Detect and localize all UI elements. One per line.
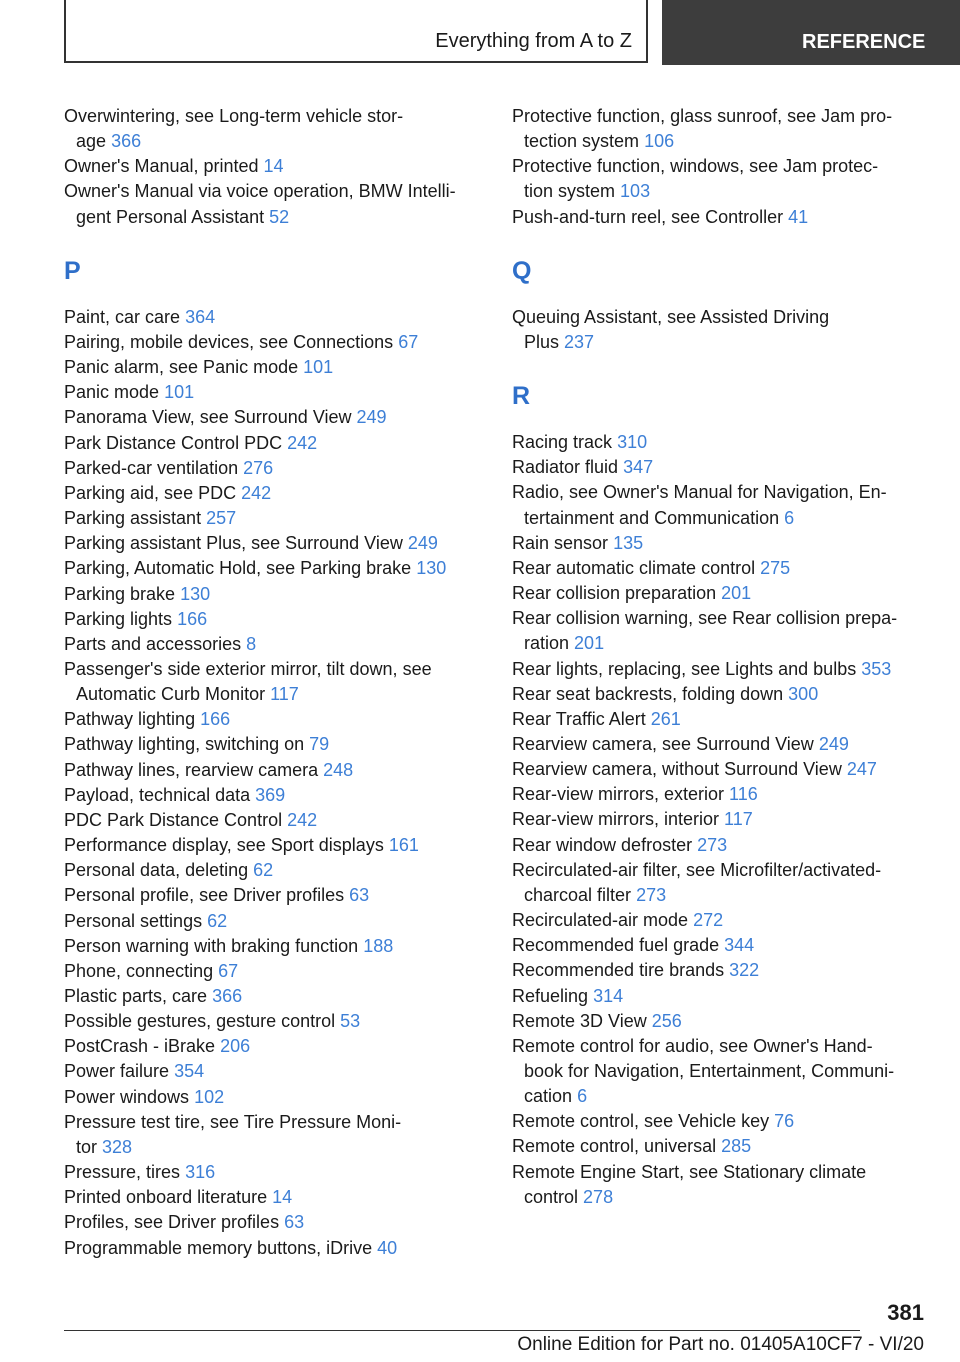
page-reference-link[interactable]: 117 (270, 684, 299, 705)
index-entry (64, 1034, 484, 1059)
page-reference-link[interactable]: 79 (309, 734, 330, 755)
page-reference-link[interactable]: 275 (760, 557, 791, 578)
page-reference-link[interactable]: 285 (721, 1136, 752, 1157)
page-reference-link[interactable]: 130 (416, 558, 447, 579)
index-entry (512, 606, 932, 656)
index-entry-text: Radio, see Owner's Manual for Navigation, En- (512, 482, 887, 503)
index-entry (512, 1160, 932, 1210)
index-entry (512, 908, 932, 933)
index-entry-text: Paint, car care (64, 306, 181, 327)
index-entry-text: Remote control, universal (512, 1136, 717, 1157)
page-reference-link[interactable]: 354 (174, 1061, 205, 1082)
index-entry (64, 355, 484, 380)
index-entry (64, 1009, 484, 1034)
page-reference-link[interactable]: 135 (613, 532, 644, 553)
index-entry-text: Rear collision warning, see Rear collision prepa- (512, 608, 898, 629)
index-entry-text: Parking assistant (64, 508, 202, 529)
index-entry-text: Person warning with braking function (64, 935, 359, 956)
page-reference-link[interactable]: 276 (243, 457, 274, 478)
page-reference-link[interactable]: 53 (340, 1011, 361, 1032)
index-entry-text: Power failure (64, 1061, 170, 1082)
index-entry (64, 179, 484, 229)
index-entry-text: Plus (524, 331, 560, 352)
index-entry-text: Pressure, tires (64, 1162, 181, 1183)
index-entry (512, 1134, 932, 1159)
index-entry (512, 581, 932, 606)
index-entry (64, 1085, 484, 1110)
page-reference-link[interactable]: 369 (255, 784, 286, 805)
index-entry-text: Plastic parts, care (64, 986, 208, 1006)
index-entry-text: Power windows (64, 1086, 190, 1107)
page-reference-link[interactable]: 322 (729, 960, 760, 981)
index-entry (64, 506, 484, 531)
page-reference-link[interactable]: 201 (721, 583, 752, 604)
index-entry-text: Rear-view mirrors, interior (512, 809, 720, 830)
index-entry-text: Owner's Manual via voice operation, BMW Intelli- (64, 181, 456, 202)
page-reference-link[interactable]: 310 (617, 432, 648, 453)
index-entry-text: Panic mode (64, 382, 160, 403)
index-entry-text: Pathway lighting (64, 709, 196, 730)
index-entry (64, 1210, 484, 1235)
page-reference-link[interactable]: 247 (846, 759, 877, 780)
index-entry (512, 480, 932, 530)
index-entry-text: Parking, Automatic Hold, see Parking brake (64, 558, 412, 579)
index-entry-text: Push-and-turn reel, see Controller (512, 206, 784, 227)
page-reference-link[interactable]: 242 (287, 432, 318, 453)
index-entry-text: Rear seat backrests, folding down (512, 683, 784, 704)
index-entry (64, 380, 484, 405)
index-column-right (512, 104, 932, 1210)
index-entry-text: Refueling (512, 985, 589, 1006)
page-reference-link[interactable]: 102 (194, 1086, 225, 1107)
index-entry-text: Rear automatic climate control (512, 557, 756, 578)
index-entry-text: Protective function, glass sunroof, see Jam pro- (512, 106, 893, 126)
page-reference-link[interactable]: 116 (729, 784, 758, 805)
index-entry (512, 430, 932, 455)
index-entry-text: gent Personal Assistant (76, 206, 265, 227)
index-entry (512, 858, 932, 908)
index-entry (512, 707, 932, 732)
index-entry-text: tertainment and Communication (524, 507, 780, 528)
index-entry-text: Protective function, windows, see Jam protec- (512, 156, 879, 177)
index-entry (512, 531, 932, 556)
index-entry (512, 1109, 932, 1134)
index-entry-text: Personal profile, see Driver profiles (64, 885, 345, 906)
index-entry-text: Programmable memory buttons, iDrive (64, 1237, 373, 1258)
index-entry (64, 405, 484, 430)
page-reference-link[interactable]: 67 (218, 960, 239, 981)
page-reference-link[interactable]: 62 (253, 860, 274, 881)
index-entry (64, 1236, 484, 1261)
page-reference-link[interactable]: 278 (583, 1186, 614, 1207)
page-reference-link[interactable]: 273 (697, 834, 728, 855)
index-entry (512, 833, 932, 858)
page-reference-link[interactable]: 344 (724, 935, 755, 956)
index-entry (512, 455, 932, 480)
page-reference-link[interactable]: 366 (212, 986, 243, 1006)
index-entry-text: Parking brake (64, 583, 176, 604)
index-entry-text: control (524, 1186, 579, 1207)
index-entry (64, 431, 484, 456)
footer-edition: Online Edition for Part no. 01405A10CF7 - VI/20 (517, 1334, 924, 1355)
page-reference-link[interactable]: 249 (818, 733, 849, 754)
index-entry-text: Profiles, see Driver profiles (64, 1212, 280, 1233)
page-reference-link[interactable]: 366 (111, 131, 142, 152)
index-entry (64, 783, 484, 808)
index-entry-text: Rain sensor (512, 532, 609, 553)
index-entry (512, 782, 932, 807)
index-entry-text: Radiator fluid (512, 457, 619, 478)
page-reference-link[interactable]: 63 (284, 1212, 305, 1233)
index-entry (64, 657, 484, 707)
index-entry-text: Panic alarm, see Panic mode (64, 357, 299, 378)
index-entry-text: Rear-view mirrors, exterior (512, 784, 725, 805)
index-entry (64, 531, 484, 556)
index-entry (64, 758, 484, 783)
page-reference-link[interactable]: 201 (574, 633, 605, 654)
index-entry-text: Recirculated-air mode (512, 910, 689, 931)
index-entry-text: Possible gestures, gesture control (64, 1011, 336, 1032)
index-entry (64, 858, 484, 883)
index-entry-text: Remote 3D View (512, 1010, 647, 1031)
page-reference-link[interactable]: 101 (164, 382, 195, 403)
page-number: 381 (887, 1300, 924, 1325)
index-entry-text: book for Navigation, Entertainment, Communi- (524, 1061, 895, 1081)
index-entry (64, 984, 484, 1009)
index-entry-text: Pairing, mobile devices, see Connections (64, 331, 394, 352)
index-entry-text: Parts and accessories (64, 633, 242, 654)
header-section-label: REFERENCE (802, 31, 926, 53)
index-entry (512, 807, 932, 832)
index-entry (64, 305, 484, 330)
index-entry (64, 104, 484, 154)
page-reference-link[interactable]: 62 (207, 910, 228, 931)
page-reference-link[interactable]: 40 (377, 1237, 398, 1258)
page-reference-link[interactable]: 117 (724, 809, 753, 830)
index-letter-heading: R (512, 382, 531, 411)
page-reference-link[interactable]: 166 (200, 709, 231, 730)
index-entry-text: Park Distance Control PDC (64, 432, 283, 453)
index-entry (64, 909, 484, 934)
index-entry-text: tection system (524, 131, 640, 152)
page-reference-link[interactable]: 76 (774, 1111, 795, 1132)
index-entry-text: PDC Park Distance Control (64, 809, 283, 830)
index-letter-heading: P (64, 256, 81, 285)
page-reference-link[interactable]: 106 (644, 131, 675, 152)
index-entry (64, 833, 484, 858)
page-reference-link[interactable]: 14 (263, 156, 284, 177)
index-entry-text: Phone, connecting (64, 960, 214, 981)
index-entry-text: Parked-car ventilation (64, 457, 239, 478)
page-reference-link[interactable]: 242 (287, 809, 318, 830)
index-entry-text: Remote control for audio, see Owner's Hand- (512, 1035, 873, 1056)
index-entry-text: Queuing Assistant, see Assisted Driving (512, 306, 830, 327)
index-entry (64, 934, 484, 959)
index-entry (512, 732, 932, 757)
index-entry (64, 1110, 484, 1160)
index-entry (64, 556, 484, 581)
index-entry-text: Printed onboard literature (64, 1187, 268, 1208)
index-entry-text: Parking aid, see PDC (64, 482, 237, 503)
index-entry (512, 1034, 932, 1109)
index-entry-text: Remote control, see Vehicle key (512, 1111, 770, 1132)
page-reference-link[interactable]: 41 (788, 206, 809, 227)
index-entry (64, 732, 484, 757)
page-reference-link[interactable]: 257 (206, 508, 237, 529)
page-reference-link[interactable]: 273 (636, 884, 667, 905)
index-entry-text: ration (524, 633, 570, 654)
footer-divider (64, 1330, 860, 1331)
index-entry (64, 582, 484, 607)
page-reference-link[interactable]: 6 (784, 507, 795, 528)
page-reference-link[interactable]: 8 (246, 633, 257, 654)
index-entry-text: Parking assistant Plus, see Surround View (64, 533, 403, 554)
index-entry (64, 481, 484, 506)
index-entry-text: cation (524, 1086, 573, 1107)
page-reference-link[interactable]: 248 (323, 759, 354, 780)
index-entry-text: tion system (524, 181, 616, 202)
page-reference-link[interactable]: 188 (363, 935, 394, 956)
index-entry-text: Recommended fuel grade (512, 935, 720, 956)
page-reference-link[interactable]: 237 (564, 331, 595, 352)
index-entry (64, 456, 484, 481)
page-reference-link[interactable]: 206 (220, 1036, 251, 1057)
index-entry-text: Pathway lighting, switching on (64, 734, 305, 755)
index-entry (64, 1185, 484, 1210)
page-reference-link[interactable]: 364 (185, 306, 216, 327)
index-entry (512, 958, 932, 983)
index-entry (64, 808, 484, 833)
index-entry-text: Owner's Manual, printed (64, 156, 259, 177)
header-title: Everything from A to Z (435, 30, 632, 52)
page-reference-link[interactable]: 249 (407, 533, 438, 554)
index-entry (512, 1009, 932, 1034)
index-entry-text: Recommended tire brands (512, 960, 725, 981)
page-reference-link[interactable]: 103 (620, 181, 651, 202)
index-entry (64, 607, 484, 632)
index-entry (64, 1059, 484, 1084)
index-entry-text: Rear window defroster (512, 834, 693, 855)
page-reference-link[interactable]: 242 (241, 482, 272, 503)
index-entry-text: Racing track (512, 432, 613, 453)
page-reference-link[interactable]: 166 (177, 608, 208, 629)
index-entry (512, 305, 932, 355)
index-entry (64, 959, 484, 984)
index-entry-text: Overwintering, see Long-term vehicle stor- (64, 106, 404, 126)
index-entry (512, 104, 932, 154)
page-reference-link[interactable]: 347 (623, 457, 654, 478)
page-reference-link[interactable]: 316 (185, 1162, 216, 1183)
index-entry (64, 707, 484, 732)
index-entry-text: Pathway lines, rearview camera (64, 759, 319, 780)
page-reference-link[interactable]: 353 (861, 658, 892, 679)
index-entry (512, 933, 932, 958)
index-entry-text: Payload, technical data (64, 784, 251, 805)
page-reference-link[interactable]: 249 (356, 407, 387, 428)
page-reference-link[interactable]: 272 (693, 910, 724, 931)
page-reference-link[interactable]: 101 (303, 357, 334, 378)
index-entry (64, 632, 484, 657)
index-entry-text: Parking lights (64, 608, 173, 629)
index-entry-text: Personal data, deleting (64, 860, 249, 881)
index-entry (64, 330, 484, 355)
index-entry (512, 757, 932, 782)
page-reference-link[interactable]: 63 (349, 885, 370, 906)
index-entry (512, 556, 932, 581)
index-entry (512, 682, 932, 707)
page-reference-link[interactable]: 14 (272, 1187, 293, 1208)
index-entry-text: Personal settings (64, 910, 203, 931)
index-entry-text: Recirculated-air filter, see Microfilter/activated- (512, 859, 882, 880)
index-entry-text: Rear lights, replacing, see Lights and bulbs (512, 658, 857, 679)
page-reference-link[interactable]: 256 (651, 1010, 682, 1031)
index-entry-text: Passenger's side exterior mirror, tilt down, see (64, 658, 432, 679)
header-title-box (64, 0, 648, 63)
index-entry (512, 657, 932, 682)
index-column-left (64, 104, 484, 1261)
page-reference-link[interactable]: 300 (788, 683, 819, 704)
index-entry-text: age (76, 131, 107, 152)
index-entry (64, 1160, 484, 1185)
page-reference-link[interactable]: 261 (650, 708, 681, 729)
index-entry-text: Performance display, see Sport displays (64, 835, 384, 856)
page-reference-link[interactable]: 161 (388, 835, 419, 856)
page-reference-link[interactable]: 314 (593, 985, 624, 1006)
index-entry-text: charcoal filter (524, 884, 632, 905)
index-entry (64, 883, 484, 908)
index-entry-text: Rear collision preparation (512, 583, 717, 604)
index-entry-text: Automatic Curb Monitor (76, 684, 266, 705)
header-section-tab (662, 0, 960, 65)
index-letter-heading: Q (512, 256, 532, 285)
page-reference-link[interactable]: 6 (577, 1086, 588, 1107)
index-entry-text: Panorama View, see Surround View (64, 407, 352, 428)
index-entry-text: PostCrash - iBrake (64, 1036, 216, 1057)
index-entry (512, 154, 932, 204)
index-entry-text: Rear Traffic Alert (512, 708, 646, 729)
index-entry (64, 154, 484, 179)
index-entry-text: Remote Engine Start, see Stationary climate (512, 1161, 867, 1182)
page-reference-link[interactable]: 67 (398, 331, 419, 352)
index-entry-text: Rearview camera, without Surround View (512, 759, 842, 780)
index-entry (512, 984, 932, 1009)
page-reference-link[interactable]: 130 (180, 583, 211, 604)
page-reference-link[interactable]: 52 (269, 206, 290, 227)
index-entry-text: Rearview camera, see Surround View (512, 733, 814, 754)
page-reference-link[interactable]: 328 (102, 1136, 133, 1157)
index-entry-text: Pressure test tire, see Tire Pressure Moni- (64, 1111, 402, 1132)
index-entry-text: tor (76, 1136, 98, 1157)
index-entry (512, 205, 932, 230)
